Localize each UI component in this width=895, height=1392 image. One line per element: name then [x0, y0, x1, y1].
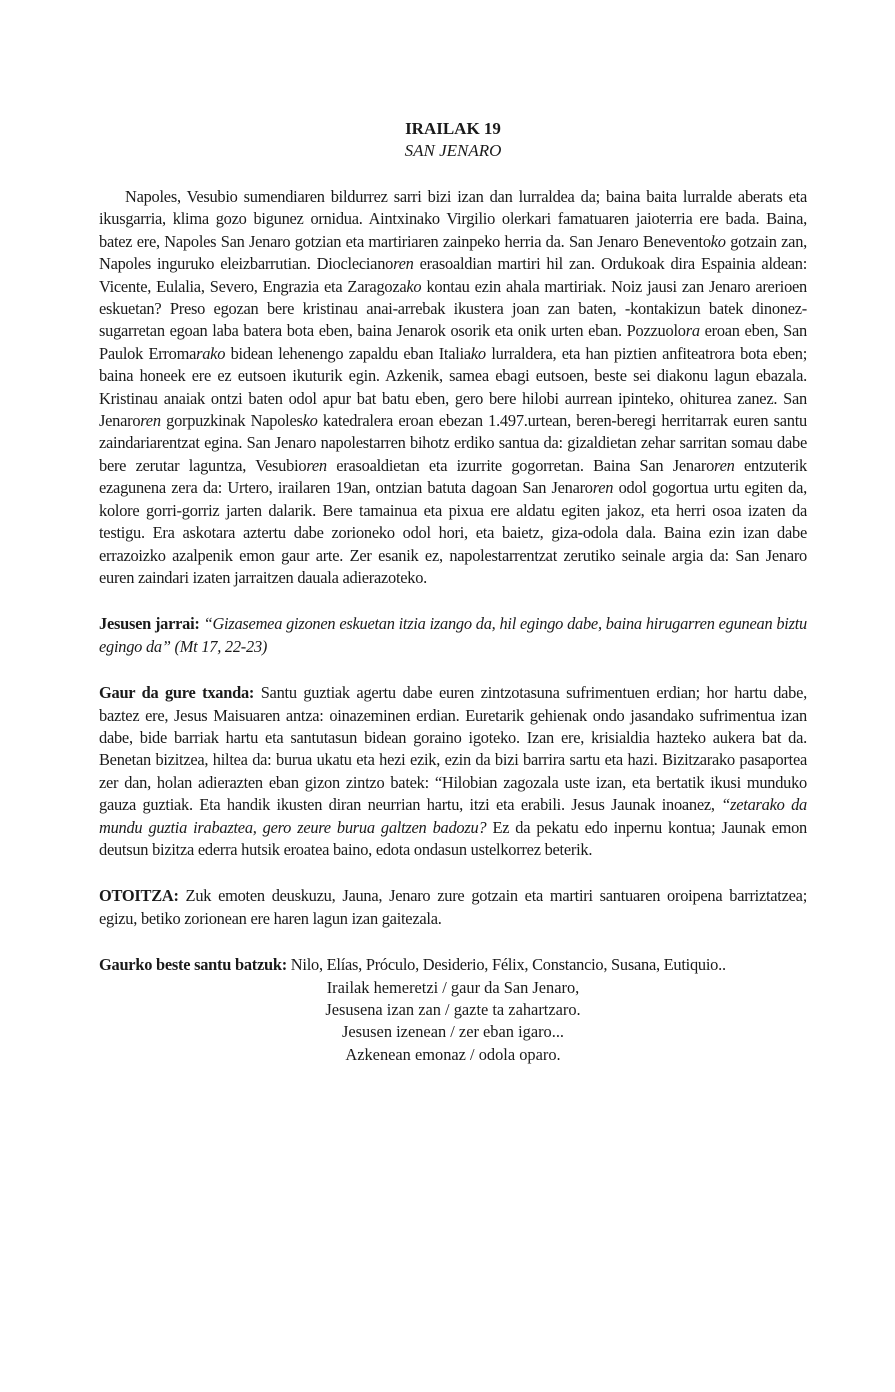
- poem-line: Jesusena izan zan / gazte ta zahartzaro.: [325, 1000, 581, 1019]
- italic-suffix: rako: [196, 343, 226, 363]
- paragraph-text: gorpuzkinak Napoles: [160, 411, 303, 431]
- page-subtitle: SAN JENARO: [404, 141, 502, 160]
- italic-suffix: ren: [140, 411, 161, 431]
- section-quote: “zetarako da mundu guztia irabaztea, gero zeure burua galtzen badozu?: [99, 795, 807, 837]
- saints-list: Nilo, Elías, Próculo, Desiderio, Félix, Constancio, Susana, Eutiquio..: [286, 955, 726, 975]
- italic-suffix: ren: [393, 254, 414, 274]
- poem-line: Jesusen izenean / zer eban igaro...: [341, 1022, 565, 1042]
- paragraph-text: lurraldera, eta han piztien anfiteatrora bota eben; baina honeek ere ez eutsoen ikuturik egin. Azkenik, samea ebagi eutsoen, beste sei diakonu lagun ebazala. Kristinau anaiak ontzi baten odol apur bat batu eben, gero bere hilobi aurrean ipinteko, ohiturea zanez. San Jenaro: [99, 343, 808, 431]
- paragraph-text: eroan eben, San Paulok Erroma: [99, 321, 807, 363]
- spacer: [99, 589, 807, 613]
- document-page: [99, 118, 807, 1066]
- italic-suffix: ren: [592, 478, 614, 498]
- italic-suffix: ko: [302, 411, 318, 431]
- poem-line: Irailak hemeretzi / gaur da San Jenaro,: [326, 977, 580, 997]
- spacer: [99, 930, 807, 954]
- jesusen-jarrai-section: [99, 613, 807, 658]
- poem: [99, 977, 807, 1067]
- poem-line: Azkenean emonaz / odola oparo.: [345, 1044, 561, 1064]
- otoitza-section: [99, 885, 807, 930]
- paragraph-text: erasoaldian martiri hil zan. Ordukoak dira Espainia aldean: Vicente, Eulalia, Severo, Engrazia eta Zaragoza: [99, 254, 808, 296]
- italic-suffix: ra: [685, 321, 700, 341]
- italic-suffix: ko: [710, 231, 726, 251]
- section-label: Jesusen jarrai:: [99, 614, 200, 634]
- page-title: IRAILAK 19: [405, 119, 501, 138]
- section-label: OTOITZA:: [99, 886, 179, 906]
- body-paragraph: [99, 186, 807, 589]
- paragraph-text: odol gogortua urtu egiten da, kolore gorri-gorriz jarten dalarik. Bere tamainua eta pixua ere aldatu egiten jakoz, eta herri osoa izaten da testigu. Era askotara aztertu dabe zorioneko odol hori, eta baietz, giza-odola dala. Baina ezin izan dabe errazoizko azalpenik emon gaur arte. Zer esanik ez, napolestarrentzat zerutiko seinale argia da: San Jenaro euren zaindari izaten jarraitzen dauala adierazoteko.: [99, 478, 807, 587]
- spacer: [99, 658, 807, 682]
- paragraph-text: kontau ezin ahala martiriak. Noiz jausi zan Jenaro arerioen eskuetan? Preso egozan bere kristinau anai-arrebak ikustera joan zan baten, -kontakizun batek dinonez- sugarretan egoan laba batera bota eben, baina Jenarok osorik eta onik urten eban. Pozzuolo: [99, 276, 808, 341]
- section-text: Ez da pekatu edo inpernu kontua; Jaunak emon deutsun bizitza ederra hutsik eroatea baino, edota ondasun ustelkorrez beterik.: [99, 817, 807, 859]
- paragraph-text: entzuterik ezagunena zera da: Urtero, irailaren 19an, ontzian batuta dagoan San Jenaro: [99, 455, 807, 498]
- paragraph-text: Napoles, Vesubio sumendiaren bildurrez sarri bizi izan dan lurraldea da; baina baita lurralde aberats eta ikusgarria, klima gozo bigunez ornidua. Aintxinako Virgilio olerkari famatuaren jaioterria ere bada. Baina, batez ere, Napoles San Jenaro gotzian eta martiriaren zainpeko herria da. San Jenaro Benevento: [99, 187, 807, 251]
- paragraph-text: gotzain zan, Napoles inguruko eleizbarrutian. Diocleciano: [99, 231, 807, 274]
- section-text: Santu guztiak agertu dabe euren zintzotasuna sufrimentuen erdian; hor hartu dabe, baztez ere, Jesus Maisuaren antza: oinazeminen erdian. Euretarik gehienak ondo jasandako sufrimentua izan dabe, bide barriak hartu eta santutasun bidean goraino igoteko. Izan ere, krisialdia hazteko aukera bat da. Benetan bizitzea, hiltea da: burua ukatu eta hezi ezik, ezin da bizi barrira sartu eta hazi. Bizitzarako pasaportea zer dan, holan adierazten eban gizon zintzo batek: “Hilobian zagozala uste izan, eta bertatik ikusi munduko gauza guztiak. Eta handik ikusten diran neurrian hartu, itzi eta erabili. Jesus Jaunak inoanez,: [99, 683, 808, 815]
- paragraph-text: bidean lehenengo zapaldu eban Italia: [225, 343, 471, 363]
- other-saints-section: [99, 954, 807, 976]
- italic-suffix: ko: [406, 276, 422, 296]
- paragraph-text: erasoaldietan eta izurrite gogorretan. Baina San Jenaro: [326, 455, 715, 475]
- gaur-da-section: [99, 682, 807, 861]
- section-label: Gaur da gure txanda:: [99, 683, 255, 703]
- section-label: Gaurko beste santu batzuk:: [99, 955, 287, 975]
- paragraph-text: katedralera eroan ebezan 1.497.urtean, beren-beregi herritarrak euren santu zaindariarentzat egina. San Jenaro napolestarren bihotz erdiko santua da: gizaldietan zehar sarritan somau dabe bere zerutar laguntza, Vesubio: [99, 411, 807, 475]
- italic-suffix: ren: [714, 455, 735, 475]
- spacer: [99, 861, 807, 885]
- gospel-quote: “Gizasemea gizonen eskuetan itzia izango da, hil egingo dabe, baina hirugarren egunean biztu egingo da” (Mt 17, 22-23): [99, 614, 807, 656]
- prayer-text: Zuk emoten deuskuzu, Jauna, Jenaro zure gotzain eta martiri santuaren oroipena barriztatzea; egizu, betiko zorionean ere haren lagun izan gaitezala.: [99, 886, 807, 928]
- italic-suffix: ren: [306, 455, 327, 475]
- italic-suffix: ko: [470, 343, 486, 363]
